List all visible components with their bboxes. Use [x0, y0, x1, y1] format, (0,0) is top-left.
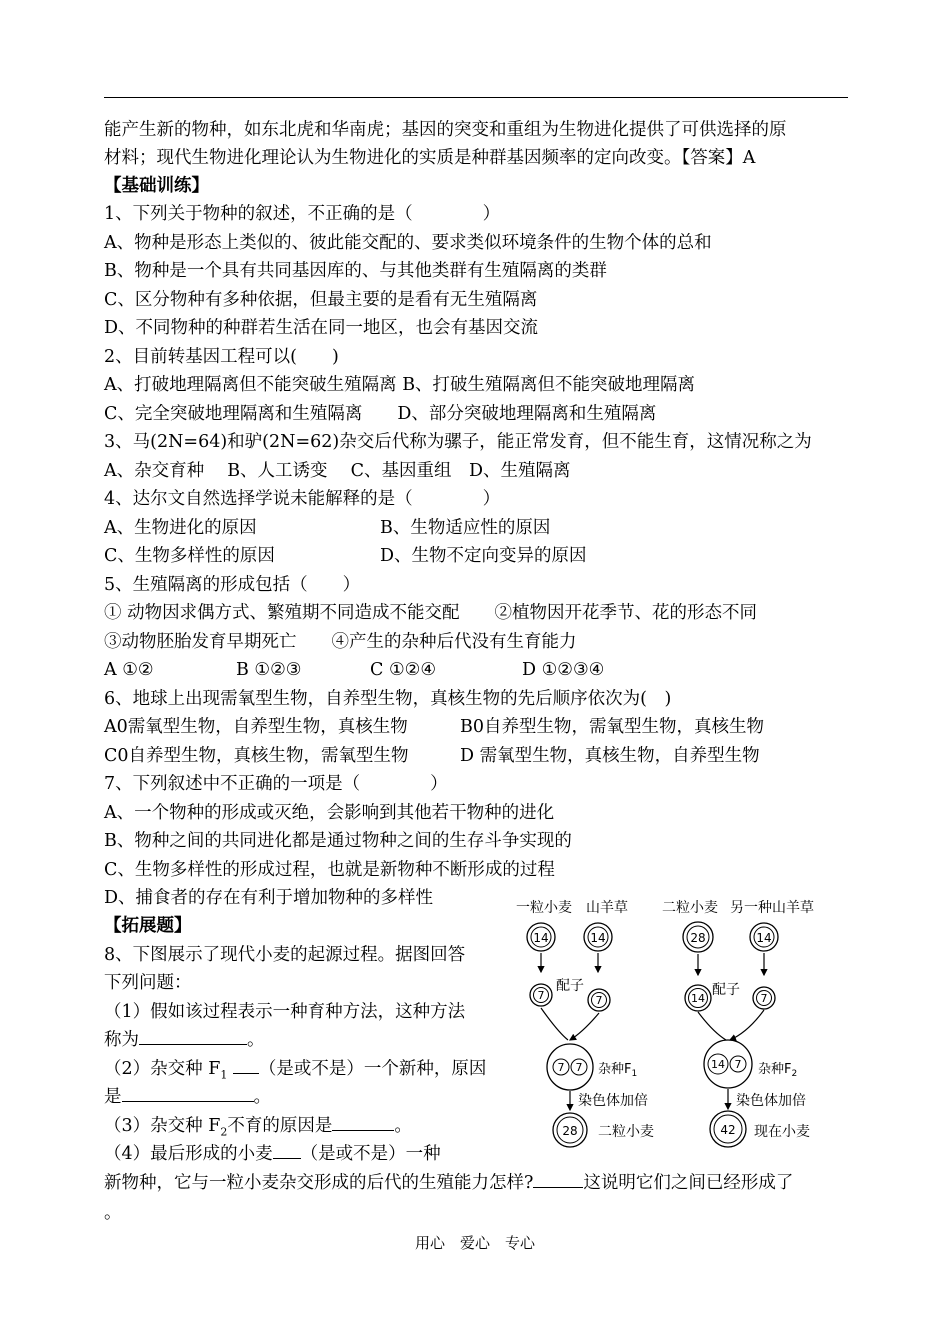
- f1-subscript: 1: [220, 1068, 228, 1082]
- q8-part1-label: 称为: [104, 1030, 139, 1050]
- q8-part4-end: 。: [104, 1203, 122, 1223]
- modern-wheat-chromosome-count: 42: [720, 1123, 736, 1137]
- q1-stem: 1、下列关于物种的叙述，不正确的是（ ）: [104, 204, 501, 224]
- q5-option-c: C ①②④: [370, 660, 437, 680]
- f1-genome-count: 7: [557, 1061, 565, 1074]
- q8-part1-line-2: [104, 1026, 265, 1054]
- f1-genome-count: 7: [575, 1061, 583, 1074]
- page-footer: 用心 爱心 专心: [414, 1234, 535, 1252]
- answer-blank-1[interactable]: [139, 1026, 247, 1045]
- label-doubling-right: 染色体加倍: [736, 1093, 806, 1109]
- q8-part2-line-2: [104, 1083, 271, 1111]
- q2-options-ab: A、打破地理隔离但不能突破生殖隔离 B、打破生殖隔离但不能突破地理隔离: [104, 375, 696, 395]
- label-gamete-left: 配子: [556, 978, 584, 994]
- intro-line-1: 能产生新的物种，如东北虎和华南虎；基因的突变和重组为生物进化提供了可供选择的原: [104, 120, 787, 140]
- f2-subscript: 2: [220, 1125, 228, 1139]
- gamete-count: 7: [760, 992, 768, 1005]
- q4-stem: 4、达尔文自然选择学说未能解释的是（ ）: [104, 489, 501, 509]
- answer-blank-2[interactable]: [233, 1055, 259, 1074]
- q8-part4-label: （4）最后形成的小麦: [104, 1144, 273, 1164]
- label-emmer-wheat: 二粒小麦: [598, 1124, 654, 1140]
- q6-option-d: D 需氧型生物，真核生物，自养型生物: [460, 746, 760, 766]
- q7-option-c: C、生物多样性的形成过程，也就是新物种不断形成的过程: [104, 860, 555, 880]
- q1-option-d: D、不同物种的种群若生活在同一地区，也会有基因交流: [104, 318, 539, 338]
- label-modern-wheat: 现在小麦: [754, 1124, 810, 1140]
- q8-part4-question: 新物种，它与一粒小麦杂交形成的后代的生殖能力怎样?: [104, 1173, 534, 1193]
- q4-option-a: A、生物进化的原因: [104, 518, 257, 538]
- q8-part2-reason-label: 是: [104, 1087, 122, 1107]
- answer-blank-3[interactable]: [122, 1083, 254, 1102]
- q6-option-a: A0需氧型生物，自养型生物，真核生物: [104, 717, 408, 737]
- connector: [698, 1012, 726, 1040]
- q8-part2-label: （2）杂交种 F: [104, 1059, 221, 1079]
- goatgrass-chromosome-count: 14: [590, 931, 606, 945]
- label-other-goatgrass: 另一种山羊草: [730, 900, 814, 916]
- q2-stem: 2、目前转基因工程可以( ): [104, 347, 339, 367]
- q6-option-b: B0自养型生物，需氧型生物，真核生物: [460, 717, 764, 737]
- q8-part3-end: 。: [394, 1116, 412, 1136]
- intro-line-2: 材料；现代生物进化理论认为生物进化的实质是种群基因频率的定向改变。【答案】A: [104, 148, 756, 168]
- label-hybrid-f1: 杂种$F_1$: [598, 1062, 638, 1079]
- emmer-chromosome-count: 28: [562, 1124, 578, 1138]
- q5-stem: 5、生殖隔离的形成包括（ ）: [104, 575, 361, 595]
- q8-part3-text: 不育的原因是: [227, 1116, 333, 1136]
- q8-part2-text: （是或不是）一个新种，原因: [258, 1059, 487, 1079]
- q8-part4-text: （是或不是）一种: [300, 1144, 441, 1164]
- connector: [541, 1008, 568, 1040]
- q3-stem: 3、马(2N=64)和驴(2N=62)杂交后代称为骡子，能正常发育，但不能生育，这情况称之为: [104, 432, 812, 452]
- wheat-origin-diagram: [508, 892, 828, 1152]
- section-basic-heading: 【基础训练】: [104, 176, 209, 196]
- q8-stem-line-1: 8、下图展示了现代小麦的起源过程。据图回答: [104, 945, 466, 965]
- answer-blank-4[interactable]: [332, 1112, 394, 1131]
- q3-options: A、杂交育种 B、人工诱变 C、基因重组 D、生殖隔离: [104, 461, 571, 481]
- q8-part1-line-1: （1）假如该过程表示一种育种方法，这种方法: [104, 1002, 466, 1022]
- section-extension-heading: 【拓展题】: [104, 916, 192, 936]
- q5-statement-line-2: ③动物胚胎发育早期死亡 ④产生的杂种后代没有生育能力: [104, 632, 577, 652]
- label-doubling-left: 染色体加倍: [578, 1093, 648, 1109]
- connector: [570, 1013, 599, 1040]
- q4-option-d: D、生物不定向变异的原因: [380, 546, 587, 566]
- q1-option-c: C、区分物种有多种依据，但最主要的是看有无生殖隔离: [104, 290, 538, 310]
- q7-option-a: A、一个物种的形成或灭绝，会影响到其他若干物种的进化: [104, 803, 555, 823]
- q7-option-b: B、物种之间的共同进化都是通过物种之间的生存斗争实现的: [104, 831, 572, 851]
- q5-statement-line-1: ① 动物因求偶方式、繁殖期不同造成不能交配 ②植物因开花季节、花的形态不同: [104, 603, 758, 623]
- q8-part4-line-1: [104, 1140, 441, 1168]
- q5-option-d: D ①②③④: [522, 660, 605, 680]
- q2-options-cd: C、完全突破地理隔离和生殖隔离 D、部分突破地理隔离和生殖隔离: [104, 404, 657, 424]
- label-hybrid-f2: 杂种$F_2$: [758, 1062, 798, 1079]
- q4-option-b: B、生物适应性的原因: [380, 518, 551, 538]
- q8-stem-line-2: 下列问题：: [104, 973, 192, 993]
- q8-part1-end: 。: [247, 1030, 265, 1050]
- connector: [730, 1010, 764, 1040]
- q6-option-c: C0自养型生物，真核生物，需氧型生物: [104, 746, 409, 766]
- hybrid-f1-circle: [547, 1044, 593, 1090]
- label-goatgrass: 山羊草: [586, 900, 628, 916]
- q8-part4-conclusion: 这说明它们之间已经形成了: [583, 1173, 794, 1193]
- q8-part2-end: 。: [253, 1087, 271, 1107]
- label-gamete-right: 配子: [712, 982, 740, 998]
- f2-genome-count: 7: [734, 1058, 742, 1071]
- header-rule: [104, 97, 848, 98]
- q7-option-d: D、捕食者的存在有利于增加物种的多样性: [104, 888, 434, 908]
- gamete-count: 7: [595, 994, 603, 1007]
- label-emmer-wheat-top: 二粒小麦: [662, 900, 718, 916]
- q1-option-b: B、物种是一个具有共同基因库的、与其他类群有生殖隔离的类群: [104, 261, 607, 281]
- q8-part3-label: （3）杂交种 F: [104, 1116, 221, 1136]
- q8-part4-line-2: [104, 1169, 793, 1197]
- other-goatgrass-chromosome-count: 14: [756, 931, 772, 945]
- label-einkorn-wheat: 一粒小麦: [516, 900, 572, 916]
- answer-blank-5[interactable]: [273, 1140, 301, 1159]
- answer-blank-6[interactable]: [533, 1169, 583, 1188]
- q4-option-c: C、生物多样性的原因: [104, 546, 275, 566]
- einkorn-chromosome-count: 14: [533, 931, 549, 945]
- q5-option-a: A ①②: [104, 660, 154, 680]
- emmer-top-chromosome-count: 28: [690, 931, 706, 945]
- q1-option-a: A、物种是形态上类似的、彼此能交配的、要求类似环境条件的生物个体的总和: [104, 233, 712, 253]
- gamete-count: 14: [691, 992, 705, 1005]
- q5-option-b: B ①②③: [236, 660, 302, 680]
- f2-genome-count: 14: [711, 1058, 725, 1071]
- q7-stem: 7、下列叙述中不正确的一项是（ ）: [104, 774, 448, 794]
- q6-stem: 6、地球上出现需氧型生物，自养型生物，真核生物的先后顺序依次为( ): [104, 689, 672, 709]
- gamete-count: 7: [537, 989, 545, 1002]
